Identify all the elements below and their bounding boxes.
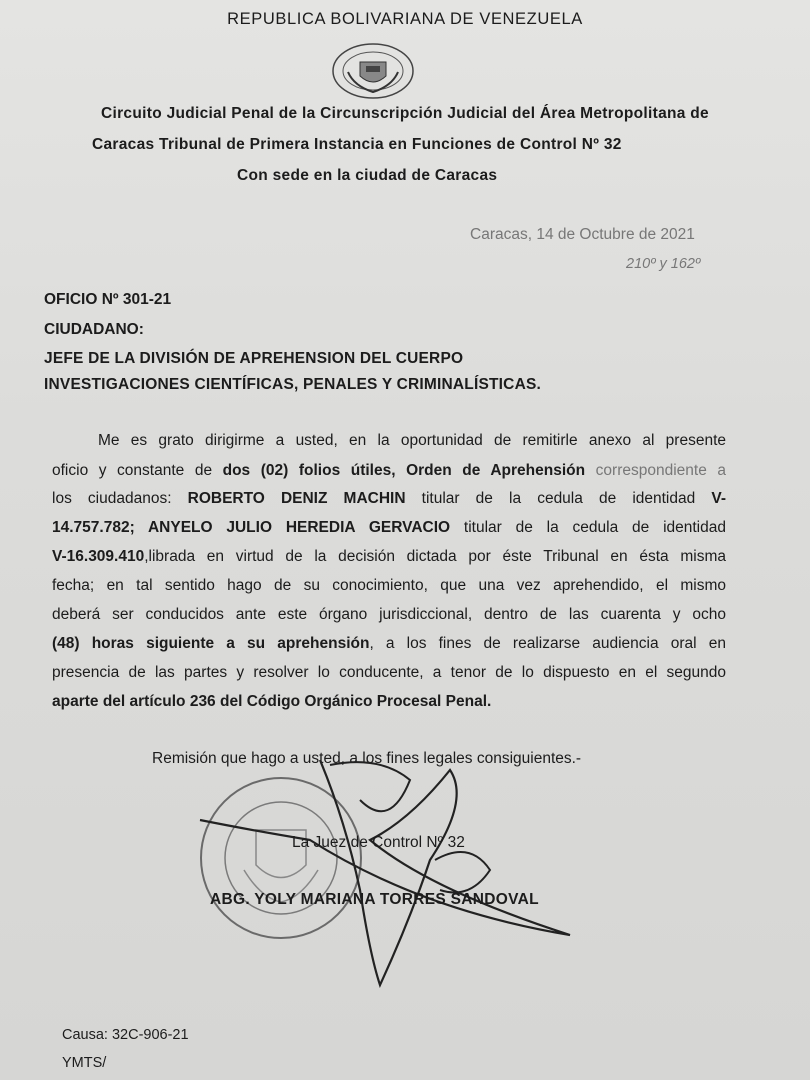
body-line-2: oficio y constante de dos (02) folios útiles, Orden de Aprehensión correspondiente a bbox=[52, 462, 726, 479]
addressee-line-2: INVESTIGACIONES CIENTÍFICAS, PENALES Y CRIMINALÍSTICAS. bbox=[44, 376, 542, 393]
tribunal-seal-icon bbox=[330, 42, 416, 100]
years-date: 210º y 162º bbox=[626, 256, 701, 272]
body-line-6: fecha; en tal sentido hago de su conocimiento, que una vez aprehendido, el mismo bbox=[52, 577, 726, 594]
court-line-3: Con sede en la ciudad de Caracas bbox=[237, 167, 498, 184]
ciudadano-label: CIUDADANO: bbox=[44, 321, 144, 338]
body-line-4: 14.757.782; ANYELO JULIO HEREDIA GERVACIO titular de la cedula de identidad bbox=[52, 519, 726, 536]
body-line-7: deberá ser conducidos ante este órgano jurisdiccional, dentro de las cuarenta y ocho bbox=[52, 606, 726, 623]
causa-number: Causa: 32C-906-21 bbox=[62, 1027, 189, 1043]
body-line-1: Me es grato dirigirme a usted, en la oportunidad de remitirle anexo al presente bbox=[98, 432, 726, 449]
signature-scribble-icon bbox=[170, 740, 630, 990]
oficio-number: OFICIO Nº 301-21 bbox=[44, 291, 172, 308]
judge-title: La Juez de Control Nº 32 bbox=[292, 834, 465, 851]
place-date: Caracas, 14 de Octubre de 2021 bbox=[470, 226, 695, 243]
court-line-1: Circuito Judicial Penal de la Circunscripción Judicial del Área Metropolitana de bbox=[101, 105, 709, 122]
addressee-line-1: JEFE DE LA DIVISIÓN DE APREHENSION DEL CUERPO bbox=[44, 350, 464, 367]
court-line-2: Caracas Tribunal de Primera Instancia en Funciones de Control Nº 32 bbox=[92, 136, 622, 153]
country-heading: REPUBLICA BOLIVARIANA DE VENEZUELA bbox=[227, 10, 583, 28]
body-line-9: presencia de las partes y resolver lo conducente, a tenor de lo dispuesto en el segundo bbox=[52, 664, 726, 681]
body-line-8: (48) horas siguiente a su aprehensión, a los fines de realizarse audiencia oral en bbox=[52, 635, 726, 652]
author-initials: YMTS/ bbox=[62, 1055, 107, 1071]
closing-line: Remisión que hago a usted, a los fines legales consiguientes.- bbox=[152, 750, 582, 767]
body-line-10: aparte del artículo 236 del Código Orgánico Procesal Penal. bbox=[52, 693, 492, 710]
judge-name: ABG. YOLY MARIANA TORRES SANDOVAL bbox=[210, 891, 539, 908]
body-line-5: V-16.309.410,librada en virtud de la decisión dictada por éste Tribunal en ésta misma bbox=[52, 548, 726, 565]
body-line-3: los ciudadanos: ROBERTO DENIZ MACHIN titular de la cedula de identidad V- bbox=[52, 490, 727, 507]
